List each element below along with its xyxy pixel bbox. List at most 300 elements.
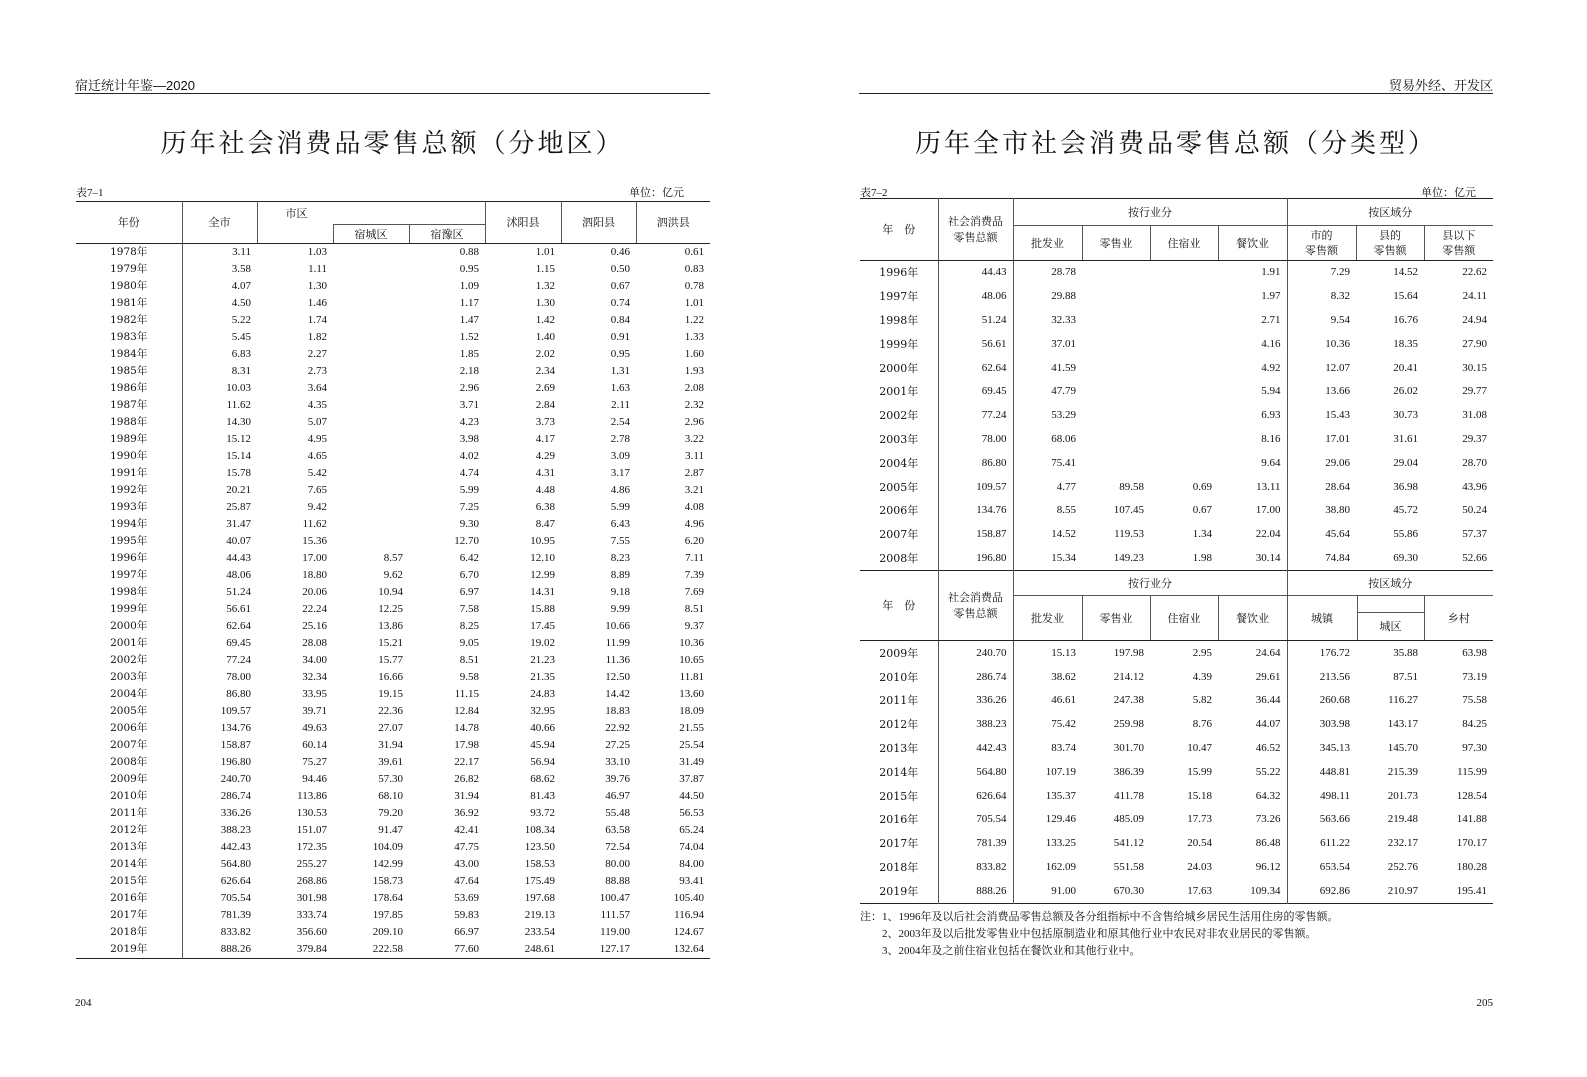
value-cell: 1.15 [535, 263, 555, 275]
year-cell: 2016年 [860, 808, 938, 832]
value-cell: 8.16 [1218, 428, 1287, 452]
value-cell: 4.31 [535, 467, 555, 479]
value-cell: 28.70 [1462, 456, 1488, 469]
value-cell: 29.06 [1325, 456, 1350, 469]
value-cell: 149.23 [1113, 551, 1144, 564]
value-cell: 20.41 [1393, 361, 1418, 374]
value-cell: 44.07 [1218, 713, 1287, 737]
year-cell: 1982年 [76, 312, 182, 329]
value-cell: 17.63 [1187, 884, 1212, 897]
table-row [860, 404, 1493, 428]
table-row [76, 635, 710, 652]
value-cell: 551.58 [1113, 860, 1144, 873]
value-cell: 34.00 [302, 654, 327, 666]
value-cell: 7.29 [1330, 266, 1350, 279]
value-cell: 75.58 [1462, 694, 1488, 707]
col-catering-a: 餐饮业 [1218, 226, 1287, 261]
value-cell: 48.06 [938, 285, 1013, 309]
value-cell: 178.64 [372, 892, 403, 904]
footnote-3: 3、2004年及之前住宿业包括在餐饮业和其他行业中。 [882, 945, 1141, 957]
value-cell: 448.81 [1319, 765, 1350, 778]
right-unit-label: 单位：亿元 [1421, 187, 1476, 199]
year-cell: 2011年 [76, 805, 182, 822]
value-cell: 84.25 [1462, 718, 1488, 731]
value-cell: 109.34 [1218, 879, 1287, 903]
left-page-number: 204 [75, 997, 92, 1009]
value-cell: 100.47 [599, 892, 630, 904]
value-cell [333, 516, 409, 533]
value-cell: 19.02 [530, 637, 555, 649]
value-cell: 626.64 [220, 875, 251, 887]
value-cell: 18.83 [605, 705, 630, 717]
value-cell: 2.27 [307, 348, 327, 360]
value-cell: 1.09 [459, 280, 479, 292]
value-cell: 11.15 [454, 688, 479, 700]
value-cell: 1.42 [535, 314, 555, 326]
col-by-region-a: 按区域分 [1287, 199, 1493, 226]
table-row [76, 431, 710, 448]
value-cell: 4.23 [459, 416, 479, 428]
value-cell: 1.47 [459, 314, 479, 326]
value-cell: 386.39 [1113, 765, 1144, 778]
col-siyang: 泗阳县 [561, 202, 636, 244]
col-wholesale-a: 批发业 [1013, 226, 1082, 261]
col-wholesale-b: 批发业 [1013, 596, 1082, 641]
value-cell: 3.09 [610, 450, 630, 462]
value-cell: 30.73 [1393, 409, 1418, 422]
value-cell: 31.08 [1462, 409, 1488, 422]
value-cell: 36.44 [1218, 689, 1287, 713]
value-cell: 32.33 [1051, 313, 1076, 326]
value-cell: 20.54 [1187, 837, 1212, 850]
value-cell: 60.14 [302, 739, 327, 751]
col-county-sales [1356, 226, 1424, 261]
year-cell: 2009年 [76, 771, 182, 788]
value-cell: 113.86 [297, 790, 327, 802]
value-cell: 5.94 [1218, 380, 1287, 404]
value-cell: 27.07 [378, 722, 403, 734]
value-cell: 47.64 [454, 875, 479, 887]
value-cell: 233.54 [524, 926, 555, 938]
value-cell: 24.94 [1462, 313, 1488, 326]
type-sales-table [860, 198, 1493, 904]
value-cell: 175.49 [524, 875, 555, 887]
value-cell: 888.26 [220, 943, 251, 955]
value-cell: 26.02 [1393, 385, 1418, 398]
year-cell: 1987年 [76, 397, 182, 414]
value-cell: 222.58 [372, 943, 403, 955]
value-cell [1082, 261, 1150, 285]
value-cell: 27.25 [605, 739, 630, 751]
value-cell: 8.32 [1330, 290, 1350, 303]
year-cell: 2007年 [860, 523, 938, 547]
value-cell: 303.98 [1319, 718, 1350, 731]
year-cell: 1997年 [76, 567, 182, 584]
year-cell: 2006年 [860, 499, 938, 523]
value-cell: 57.30 [378, 773, 403, 785]
value-cell: 301.98 [296, 892, 327, 904]
value-cell: 108.34 [524, 824, 555, 836]
table-row [76, 533, 710, 550]
value-cell: 12.25 [378, 603, 403, 615]
table-row [76, 550, 710, 567]
value-cell: 0.69 [1192, 480, 1212, 493]
value-cell: 43.96 [1462, 480, 1488, 493]
value-cell: 42.41 [454, 824, 479, 836]
col-urban: 市区 [257, 202, 485, 225]
value-cell: 46.97 [605, 790, 630, 802]
value-cell: 40.66 [530, 722, 555, 734]
value-cell: 33.10 [605, 756, 630, 768]
value-cell: 66.97 [454, 926, 479, 938]
table-row [860, 665, 1493, 689]
table-row [860, 856, 1493, 880]
year-cell: 1983年 [76, 329, 182, 346]
value-cell: 21.55 [679, 722, 704, 734]
value-cell: 73.19 [1462, 670, 1488, 683]
year-cell: 1978年 [76, 244, 182, 262]
value-cell: 5.82 [1192, 694, 1212, 707]
value-cell: 268.86 [296, 875, 327, 887]
value-cell: 6.20 [684, 535, 704, 547]
value-cell [333, 465, 409, 482]
value-cell: 119.53 [1114, 528, 1144, 541]
value-cell: 2.71 [1218, 309, 1287, 333]
value-cell: 18.09 [679, 705, 704, 717]
value-cell [1150, 451, 1218, 475]
value-cell: 6.97 [459, 586, 479, 598]
value-cell: 20.06 [302, 586, 327, 598]
col-urban-b: 城镇 [1288, 596, 1358, 640]
year-cell: 1995年 [76, 533, 182, 550]
value-cell: 1.52 [459, 331, 479, 343]
value-cell: 91.00 [1051, 884, 1076, 897]
year-cell: 2013年 [860, 737, 938, 761]
value-cell: 4.35 [307, 399, 327, 411]
value-cell: 15.21 [378, 637, 403, 649]
value-cell: 2.32 [684, 399, 704, 411]
value-cell: 39.76 [605, 773, 630, 785]
value-cell: 24.64 [1218, 641, 1287, 665]
table-row [76, 278, 710, 295]
value-cell: 158.87 [938, 523, 1013, 547]
value-cell: 215.39 [1387, 765, 1418, 778]
value-cell: 4.29 [535, 450, 555, 462]
value-cell [1082, 332, 1150, 356]
value-cell: 8.31 [231, 365, 251, 377]
value-cell: 128.54 [1456, 789, 1488, 802]
value-cell: 286.74 [938, 665, 1013, 689]
left-unit-label: 单位：亿元 [629, 187, 684, 199]
col-city-sales-line1: 市的 [1310, 228, 1333, 242]
value-cell: 4.17 [535, 433, 555, 445]
value-cell: 8.51 [684, 603, 704, 615]
right-running-head: 贸易外经、开发区 [1388, 78, 1493, 93]
left-page-title: 历年社会消费品零售总额（分地区） [160, 129, 625, 159]
value-cell: 52.66 [1462, 551, 1488, 564]
value-cell: 68.10 [378, 790, 403, 802]
table-row [860, 832, 1493, 856]
value-cell: 1.34 [1192, 528, 1212, 541]
value-cell: 11.36 [605, 654, 630, 666]
value-cell: 4.74 [459, 467, 479, 479]
type-table-body [860, 199, 1493, 904]
value-cell: 9.99 [610, 603, 630, 615]
year-cell: 2010年 [76, 788, 182, 805]
value-cell: 28.08 [302, 637, 327, 649]
value-cell: 8.51 [459, 654, 479, 666]
value-cell: 196.80 [938, 547, 1013, 571]
value-cell: 133.25 [1045, 837, 1076, 850]
value-cell: 62.64 [226, 620, 251, 632]
value-cell: 78.00 [226, 671, 251, 683]
value-cell: 123.50 [524, 841, 555, 853]
table-row [860, 737, 1493, 761]
value-cell: 130.53 [296, 807, 327, 819]
year-cell: 1998年 [76, 584, 182, 601]
value-cell: 0.46 [610, 246, 630, 258]
value-cell [333, 533, 409, 550]
value-cell [333, 397, 409, 414]
value-cell: 17.45 [530, 620, 555, 632]
value-cell: 124.67 [673, 926, 704, 938]
year-cell: 1996年 [76, 550, 182, 567]
value-cell: 176.72 [1319, 646, 1350, 659]
value-cell: 170.17 [1456, 837, 1488, 850]
col-total-a-line1: 社会消费品 [948, 215, 1003, 229]
value-cell: 6.93 [1218, 404, 1287, 428]
value-cell: 14.52 [1051, 528, 1076, 541]
value-cell: 22.24 [302, 603, 327, 615]
value-cell: 26.82 [454, 773, 479, 785]
value-cell: 40.07 [226, 535, 251, 547]
col-total-b-line1: 社会消费品 [948, 591, 1003, 605]
value-cell: 44.50 [679, 790, 704, 802]
value-cell: 3.11 [685, 450, 704, 462]
value-cell: 197.98 [1113, 646, 1144, 659]
table-row [76, 363, 710, 380]
table-row [76, 244, 710, 262]
value-cell: 19.15 [378, 688, 403, 700]
value-cell: 336.26 [220, 807, 251, 819]
year-cell: 1996年 [860, 261, 938, 285]
col-total-a [938, 199, 1013, 261]
value-cell: 2.69 [535, 382, 555, 394]
value-cell: 0.95 [610, 348, 630, 360]
value-cell: 21.23 [530, 654, 555, 666]
col-retail-b: 零售业 [1082, 596, 1150, 641]
value-cell: 31.94 [378, 739, 403, 751]
value-cell: 10.94 [378, 586, 403, 598]
value-cell: 0.67 [610, 280, 630, 292]
value-cell: 197.85 [372, 909, 403, 921]
value-cell: 129.46 [1045, 813, 1076, 826]
value-cell: 134.76 [220, 722, 251, 734]
value-cell: 1.40 [535, 331, 555, 343]
value-cell: 0.84 [610, 314, 630, 326]
value-cell: 25.54 [679, 739, 704, 751]
table-row [76, 567, 710, 584]
value-cell: 564.80 [220, 858, 251, 870]
footnote-1: 注：1、1996年及以后社会消费品零售总额及各分组指标中不含售给城乡居民生活用住房的零售额。 [860, 911, 1339, 923]
year-cell: 2012年 [76, 822, 182, 839]
value-cell: 1.60 [684, 348, 704, 360]
table-row [76, 941, 710, 959]
table-row [76, 618, 710, 635]
value-cell: 37.01 [1051, 337, 1076, 350]
value-cell: 833.82 [220, 926, 251, 938]
year-cell: 2006年 [76, 720, 182, 737]
right-page-number: 205 [1476, 997, 1493, 1009]
year-cell: 2000年 [860, 356, 938, 380]
left-header-rule [75, 93, 710, 94]
value-cell: 4.65 [307, 450, 327, 462]
table-row [860, 475, 1493, 499]
year-cell: 2014年 [860, 760, 938, 784]
value-cell: 411.78 [1114, 789, 1144, 802]
col-year: 年份 [76, 202, 182, 244]
value-cell [333, 363, 409, 380]
value-cell: 1.17 [459, 297, 479, 309]
value-cell: 0.95 [459, 263, 479, 275]
value-cell: 3.17 [610, 467, 630, 479]
year-cell: 1981年 [76, 295, 182, 312]
value-cell: 1.97 [1218, 285, 1287, 309]
value-cell: 0.74 [610, 297, 630, 309]
value-cell: 68.62 [530, 773, 555, 785]
value-cell: 255.27 [296, 858, 327, 870]
value-cell: 1.91 [1218, 261, 1287, 285]
value-cell [333, 482, 409, 499]
value-cell: 36.92 [454, 807, 479, 819]
value-cell: 5.99 [459, 484, 479, 496]
year-cell: 1985年 [76, 363, 182, 380]
value-cell: 4.92 [1218, 356, 1287, 380]
year-cell: 2004年 [860, 451, 938, 475]
table-row [76, 261, 710, 278]
value-cell: 1.22 [684, 314, 704, 326]
value-cell: 5.42 [307, 467, 327, 479]
col-accommodation-a: 住宿业 [1150, 226, 1218, 261]
value-cell: 1.11 [308, 263, 327, 275]
value-cell: 232.17 [1387, 837, 1418, 850]
value-cell: 15.43 [1325, 409, 1350, 422]
value-cell: 93.72 [530, 807, 555, 819]
value-cell: 38.62 [1051, 670, 1076, 683]
value-cell: 0.91 [610, 331, 630, 343]
table-row [76, 669, 710, 686]
year-cell: 1993年 [76, 499, 182, 516]
year-cell: 1989年 [76, 431, 182, 448]
value-cell: 10.95 [530, 535, 555, 547]
value-cell [1082, 356, 1150, 380]
value-cell: 2.02 [535, 348, 555, 360]
table-row [860, 332, 1493, 356]
value-cell: 0.83 [684, 263, 704, 275]
value-cell: 214.12 [1113, 670, 1144, 683]
value-cell: 15.18 [1187, 789, 1212, 802]
value-cell: 7.65 [307, 484, 327, 496]
value-cell: 86.80 [226, 688, 251, 700]
table-row [76, 346, 710, 363]
value-cell: 247.38 [1113, 694, 1144, 707]
year-cell: 2003年 [76, 669, 182, 686]
table-row [860, 713, 1493, 737]
value-cell: 9.54 [1330, 313, 1350, 326]
year-cell: 2012年 [860, 713, 938, 737]
value-cell: 55.86 [1393, 528, 1418, 541]
value-cell: 4.08 [684, 501, 704, 513]
value-cell: 3.21 [684, 484, 704, 496]
year-cell: 1988年 [76, 414, 182, 431]
value-cell: 12.50 [605, 671, 630, 683]
value-cell: 75.42 [1051, 718, 1076, 731]
col-below-county-line1: 县以下 [1442, 228, 1476, 242]
value-cell: 81.43 [530, 790, 555, 802]
value-cell: 27.90 [1462, 337, 1488, 350]
value-cell: 1.01 [535, 246, 555, 258]
value-cell: 47.75 [454, 841, 479, 853]
left-table-number: 表7–1 [76, 187, 104, 199]
value-cell: 17.73 [1187, 813, 1212, 826]
value-cell [333, 244, 409, 262]
col-by-region-b: 按区域分 [1287, 571, 1493, 596]
value-cell: 80.00 [605, 858, 630, 870]
col-year-a: 年 份 [860, 199, 938, 261]
value-cell: 14.30 [226, 416, 251, 428]
value-cell [1082, 380, 1150, 404]
value-cell: 9.37 [684, 620, 704, 632]
value-cell: 28.78 [1051, 266, 1076, 279]
value-cell: 13.60 [679, 688, 704, 700]
value-cell: 73.26 [1218, 808, 1287, 832]
value-cell: 15.36 [302, 535, 327, 547]
year-cell: 2005年 [76, 703, 182, 720]
year-cell: 2008年 [76, 754, 182, 771]
value-cell: 18.80 [302, 569, 327, 581]
value-cell: 485.09 [1113, 813, 1144, 826]
value-cell: 2.54 [610, 416, 630, 428]
value-cell: 670.30 [1113, 884, 1144, 897]
value-cell: 2.95 [1192, 646, 1212, 659]
value-cell: 63.98 [1462, 646, 1488, 659]
year-cell: 2011年 [860, 689, 938, 713]
table-row [860, 356, 1493, 380]
value-cell: 14.31 [530, 586, 555, 598]
value-cell: 45.64 [1325, 528, 1350, 541]
value-cell: 57.37 [1462, 528, 1488, 541]
table-row [76, 890, 710, 907]
col-total-b [938, 571, 1013, 641]
year-cell: 2017年 [860, 832, 938, 856]
value-cell [1082, 451, 1150, 475]
value-cell: 3.58 [231, 263, 251, 275]
value-cell: 56.61 [938, 332, 1013, 356]
value-cell: 135.37 [1045, 789, 1076, 802]
col-by-industry-b: 按行业分 [1013, 571, 1287, 596]
value-cell: 29.77 [1462, 385, 1488, 398]
year-cell: 2017年 [76, 907, 182, 924]
value-cell: 1.30 [535, 297, 555, 309]
table-row [76, 788, 710, 805]
value-cell: 12.84 [454, 705, 479, 717]
value-cell: 3.22 [684, 433, 704, 445]
value-cell: 56.94 [530, 756, 555, 768]
value-cell: 11.62 [302, 518, 327, 530]
year-cell: 1992年 [76, 482, 182, 499]
value-cell: 83.74 [1051, 741, 1076, 754]
value-cell: 9.58 [459, 671, 479, 683]
